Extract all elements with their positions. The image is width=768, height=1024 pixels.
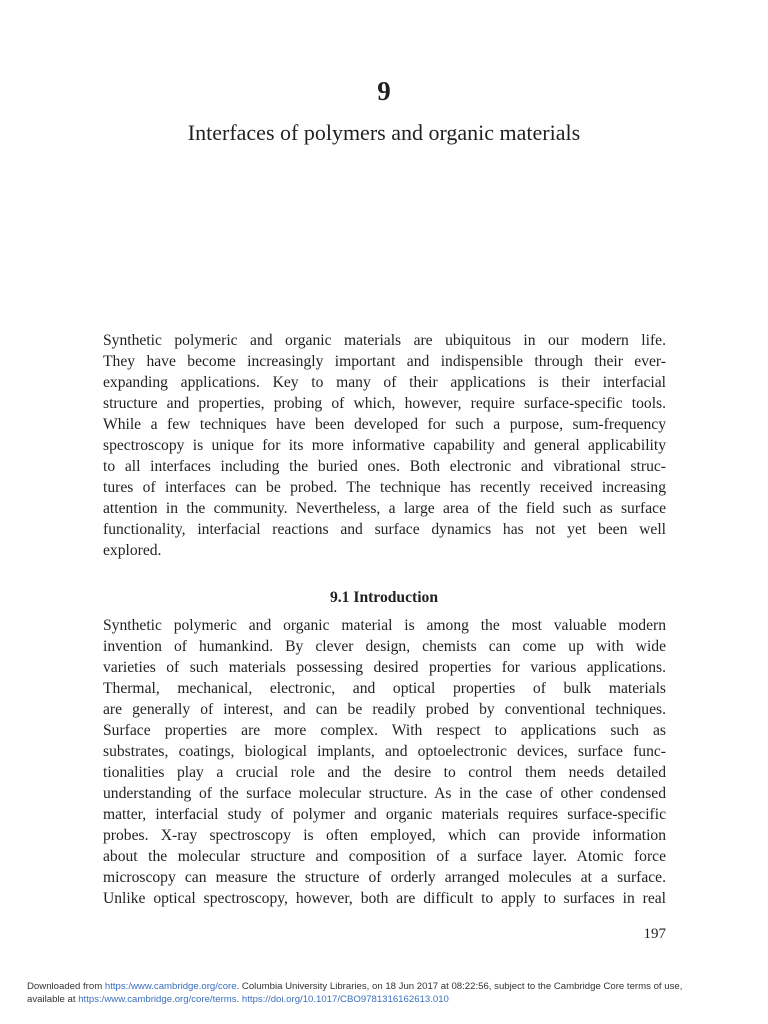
abstract-line: explored. bbox=[103, 542, 162, 559]
abstract-line: expanding applications. Key to many of their applications is their interfacial bbox=[103, 374, 666, 391]
chapter-number: 9 bbox=[377, 76, 391, 106]
footer-middle: . Columbia University Libraries, on 18 Jun 2017 at 08:22:56, subject to the Cambridge Core terms of use, bbox=[236, 981, 683, 992]
body-line: Synthetic polymeric and organic material is among the most valuable modern bbox=[103, 617, 666, 634]
abstract-line: attention in the community. Nevertheless, a large area of the field such as surface bbox=[103, 500, 666, 517]
body-line: Unlike optical spectroscopy, however, both are difficult to apply to surfaces in real bbox=[103, 890, 666, 907]
footer-line2-prefix: available at bbox=[27, 994, 79, 1005]
chapter-title: Interfaces of polymers and organic materials bbox=[187, 120, 581, 145]
footer-prefix: Downloaded from bbox=[27, 981, 105, 992]
body-line: about the molecular structure and composition of a surface layer. Atomic force bbox=[103, 848, 666, 865]
abstract-line: They have become increasingly important and indispensible through their ever- bbox=[103, 353, 666, 370]
chapter-abstract bbox=[103, 330, 666, 561]
abstract-line: functionality, interfacial reactions and surface dynamics has not yet been well bbox=[103, 521, 666, 538]
download-footer bbox=[27, 980, 747, 1006]
abstract-line: structure and properties, probing of which, however, require surface-specific tools. bbox=[103, 395, 666, 412]
abstract-line: tures of interfaces can be probed. The technique has recently received increasing bbox=[103, 479, 666, 496]
body-line: Surface properties are more complex. With respect to applications such as bbox=[103, 722, 666, 739]
footer-line-1 bbox=[27, 980, 747, 993]
abstract-line: While a few techniques have been developed for such a purpose, sum-frequency bbox=[103, 416, 666, 433]
abstract-line: Synthetic polymeric and organic materials are ubiquitous in our modern life. bbox=[103, 332, 666, 349]
section-body bbox=[103, 615, 666, 909]
core-link[interactable]: https:/www.cambridge.org/core bbox=[104, 981, 237, 992]
body-line: substrates, coatings, biological implants, and optoelectronic devices, surface func- bbox=[103, 743, 666, 760]
body-line: Thermal, mechanical, electronic, and optical properties of bulk materials bbox=[103, 680, 666, 697]
body-line: tionalities play a crucial role and the desire to control them needs detailed bbox=[103, 764, 666, 781]
body-line: invention of humankind. By clever design, chemists can come up with wide bbox=[103, 638, 666, 655]
section-heading: 9.1 Introduction bbox=[329, 589, 439, 606]
body-line: microscopy can measure the structure of orderly arranged molecules at a surface. bbox=[103, 869, 666, 886]
body-line: probes. X-ray spectroscopy is often employed, which can provide information bbox=[103, 827, 666, 844]
footer-sep: . bbox=[236, 994, 242, 1005]
terms-link[interactable]: https:/www.cambridge.org/core/terms bbox=[78, 994, 237, 1005]
doi-link[interactable]: https://doi.org/10.1017/CBO9781316162613.010 bbox=[241, 994, 449, 1005]
body-line: are generally of interest, and can be readily probed by conventional techniques. bbox=[103, 701, 666, 718]
body-line: varieties of such materials possessing desired properties for various applications. bbox=[103, 659, 666, 676]
abstract-line: to all interfaces including the buried ones. Both electronic and vibrational struc- bbox=[103, 458, 666, 475]
abstract-line: spectroscopy is unique for its more informative capability and general applicability bbox=[103, 437, 666, 454]
body-line: understanding of the surface molecular structure. As in the case of other condensed bbox=[103, 785, 666, 802]
page-number: 197 bbox=[643, 926, 666, 942]
footer-line-2 bbox=[27, 993, 747, 1006]
body-line: matter, interfacial study of polymer and organic materials requires surface-specific bbox=[103, 806, 666, 823]
